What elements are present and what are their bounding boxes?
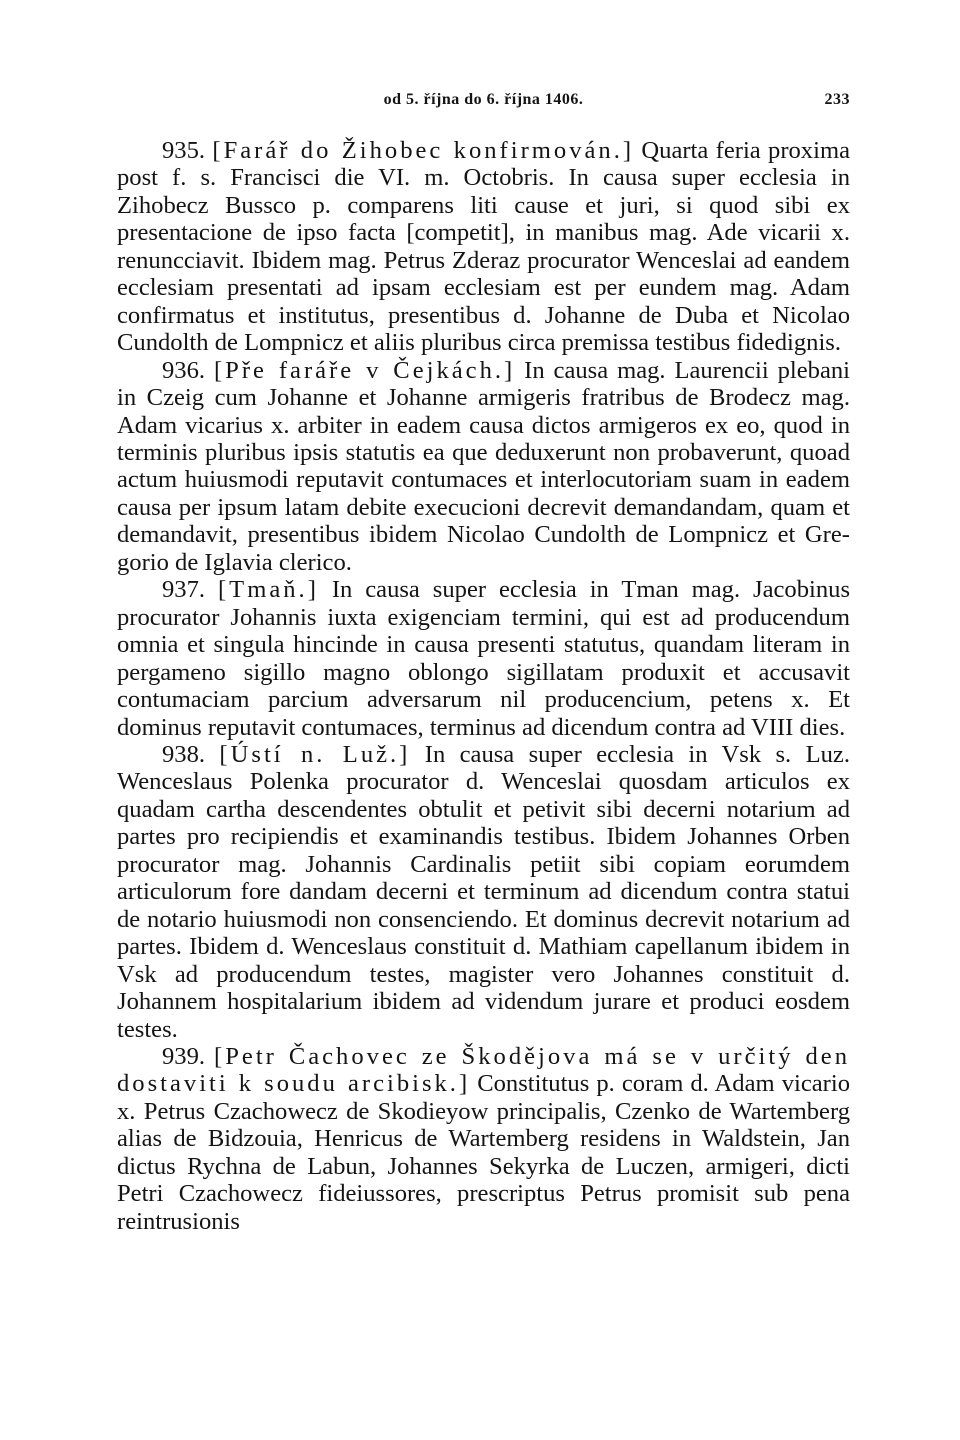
entry-heading: [Ústí n. Luž.] [219, 740, 411, 768]
entry-heading: [Petr Čachovec ze Škodějova má se v určitý den dostaviti k soudu arcibisk.] [117, 1042, 850, 1098]
page-number: 233 [824, 91, 850, 108]
entry-heading: [Tmaň.] [217, 576, 319, 604]
entry-number: 936. [162, 356, 206, 384]
entry-number: 939. [162, 1042, 206, 1070]
entry-937 [117, 576, 850, 741]
page-header [117, 91, 850, 115]
entry-935 [117, 137, 850, 357]
entry-heading: [Farář do Žihobec konfirmován.] [212, 137, 635, 164]
entry-text: In causa super ecclesia in Tman mag. Jacobinus procurator Johannis iuxta exigenciam termini, qui est ad producendum omnia et singula hincinde in causa presenti statutus, quandam literam in pergameno sigillo magno oblongo sigillatam produxit et accusavit contumaciam parcium adversarum nil producencium, petens x. Et dominus reputavit contumaces, terminus ad dicendum contra ad VIII dies. [117, 576, 851, 741]
entry-heading: [Pře faráře v Čejkách.] [213, 356, 516, 384]
entry-text: Constitutus p. coram d. Adam vicario x. Petrus Czachowecz de Skodieyow principalis, Czenko de Wartemberg alias de Bidzouia, Henricus de Wartemberg residens in Waldstein, Jan dictus Rychna de Labun, Johannes Sekyrka de Luczen, armigeri, dicti Petri Czachowecz fideiussores, prescriptus Petrus promisit sub pena reintrusionis [117, 1070, 850, 1235]
running-title: od 5. října do 6. října 1406. [383, 91, 584, 108]
entry-938 [117, 741, 850, 1043]
entry-number: 938. [162, 740, 206, 768]
entry-number: 937. [162, 576, 206, 604]
entry-text: In causa super ecclesia in Vsk s. Luz. Wenceslaus Polenka procurator d. Wenceslai quosdam articulos ex quadam cartha descendentes obtulit et petivit sibi decerni notarium ad partes pro recipiendis et examinandis testibus. Ibidem Johannes Orben procurator mag. Johannis Cardinalis petiit sibi copiam eorumdem articulorum fore dandam decerni et terminum ad dicendum contra statui de notario huiusmodi non consenciendo. Et dominus decrevit notarium ad partes. Ibidem d. Wenceslaus constituit d. Mathiam capellanum ibidem in Vsk ad producendum testes, magister vero Johannes constituit d. Johannem hospitalarium ibidem ad videndum jurare et produci eosdem testes. [117, 740, 850, 1043]
entry-text: Quarta feria proxima post f. s. Francisci die VI. m. Octobris. In causa super ecclesia in Zihobecz Bussco p. comparens liti cause et juri, si quod sibi ex presentacione de ipso facta [competit], in manibus mag. Ade vicarii x. renuncciavit. Ibidem mag. Petrus Zderaz procurator Wenceslai ad eandem ecclesiam presentati ad ipsam ecclesiam est per eundem mag. Adam confirmatus et institutus, presentibus d. Johanne de Duba et Nicolao Cundolth de Lompnicz et aliis pluribus circa premissa testibus fidedignis. [117, 137, 850, 357]
entry-text: In causa mag. Laurencii plebani in Czeig cum Johanne et Johanne armigeris fratribus de Brodecz mag. Adam vicarius x. arbiter in eadem causa dictos armigeros ex eo, quod in terminis pluribus ipsis statutis ea que deduxerunt non probaverunt, quoad actum huiusmodi reputavit contumaces et interlocutoriam suam in eadem causa per ipsum latam debite execucioni decrevit demandandam, quam et demandavit, presentibus ibidem Nicolao Cundolth de Lompnicz et Gregorio de Iglavia clerico. [117, 356, 850, 576]
entry-number: 935. [162, 137, 206, 164]
page-body [117, 137, 850, 1235]
entry-936 [117, 357, 850, 577]
entry-939 [117, 1043, 850, 1235]
